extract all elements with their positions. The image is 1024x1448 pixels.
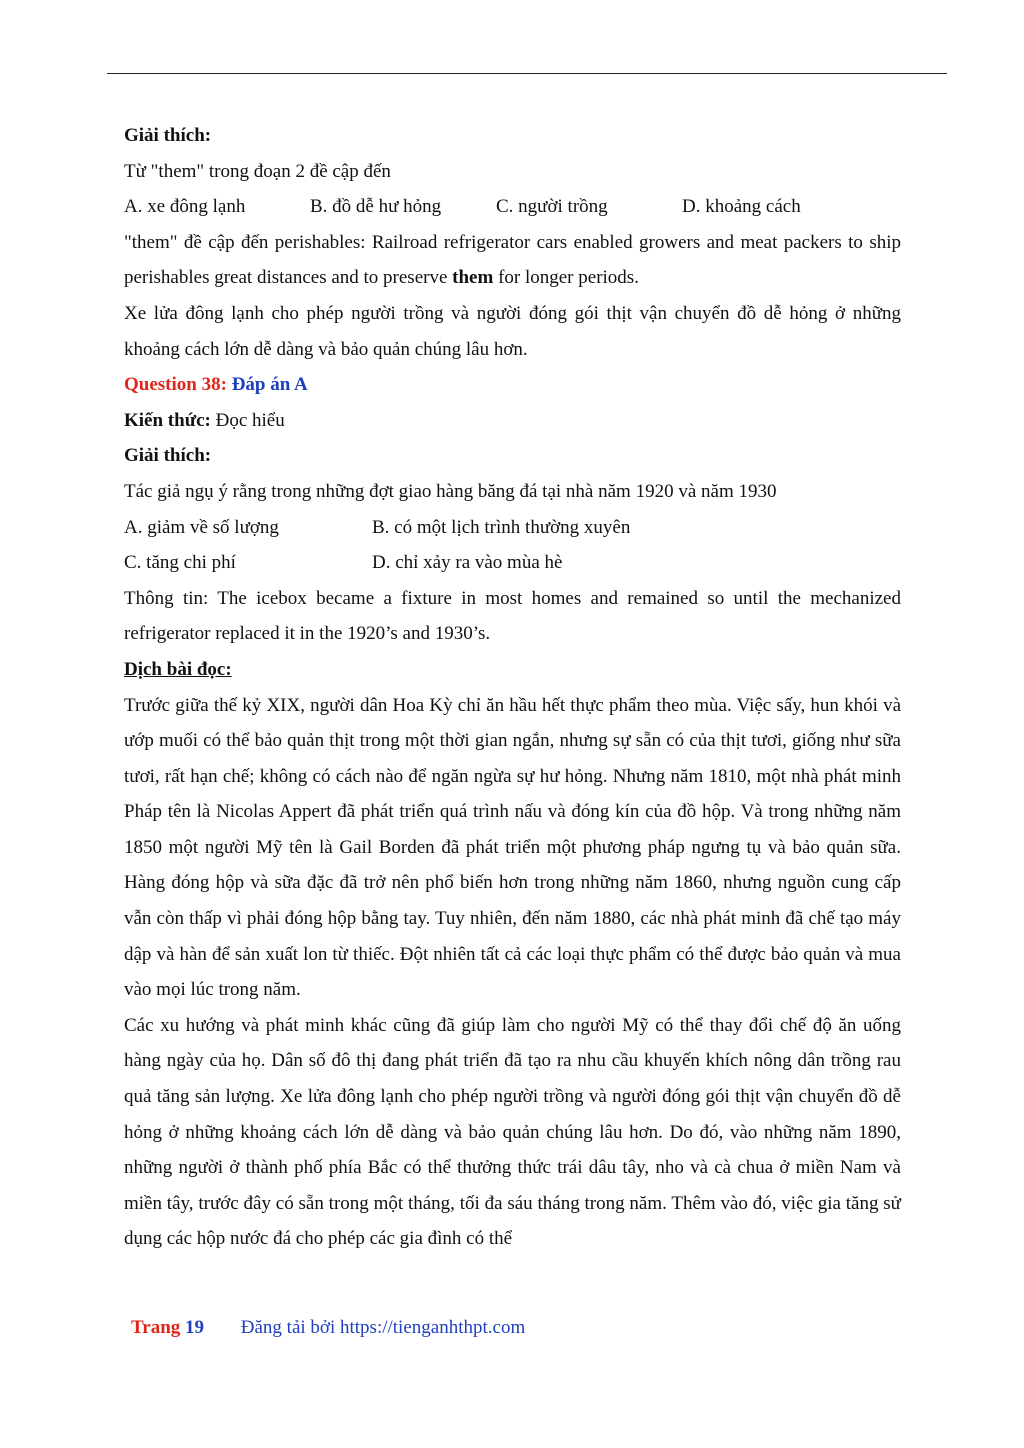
info-text-pre: "them" đề cập đến perishables: Railroad refrigerator cars enabled growers and meat packers to ship perishables great distances and to preserve [124,231,901,289]
options-row [124,189,901,225]
question-text: Từ "them" trong đoạn 2 đề cập đến [124,160,391,182]
translation-heading-text: Dịch bài đọc: [124,658,232,680]
option-d: D. khoảng cách [682,196,801,218]
question-38-text: Tác giả ngụ ý rằng trong những đợt giao hàng băng đá tại nhà năm 1920 và năm 1930 [124,480,777,502]
option-d: D. chỉ xảy ra vào mùa hè [372,552,563,574]
info-paragraph-38: Thông tin: The icebox became a fixture in most homes and remained so until the mechanized refrigerator replaced it in the 1920’s and 1930’s. [124,587,901,645]
info-paragraph [124,225,901,296]
knowledge-value: Đọc hiểu [210,409,285,431]
question-38-heading [124,367,901,403]
info-text-post: for longer periods. [493,267,639,289]
translation-paragraph-2: Các xu hướng và phát minh khác cũng đã giúp làm cho người Mỹ có thể thay đổi chế độ ăn uống hàng ngày của họ. Dân số đô thị đang phát triển đã tạo ra nhu cầu khuyến khích nông dân trồng rau quả tăng sản lượng. Xe lửa đông lạnh cho phép người trồng và người đóng gói thịt vận chuyển đồ dễ hỏng ở những khoảng cách lớn dễ dàng và bảo quản chúng lâu hơn. Do đó, vào những năm 1890, những người ở thành phố phía Bắc có thể thưởng thức trái dâu tây, nho và cà chua ở miền Nam và miền tây, trước đây có sẵn trong một tháng, tối đa sáu tháng trong năm. Thêm vào đó, việc gia tăng sử dụng các hộp nước đá cho phép các gia đình có thể [124,1014,901,1250]
option-b: B. có một lịch trình thường xuyên [372,516,631,538]
page-label: Trang [131,1317,181,1338]
explanation-heading-38: Giải thích: [124,445,212,467]
options-row-2 [124,545,901,581]
header-rule [107,73,947,74]
uploaded-by-link[interactable]: Đăng tải bởi https://tienganhthpt.com [240,1317,526,1338]
option-a: A. xe đông lạnh [124,196,246,218]
info-bold-word: them [452,267,494,289]
translation-paragraph-1: Trước giữa thế kỷ XIX, người dân Hoa Kỳ chỉ ăn hầu hết thực phẩm theo mùa. Việc sấy, hun khói và ướp muối có thể bảo quản thịt trong một thời gian ngắn, nhưng sự sẵn có của thịt tươi, giống như sữa tươi, rất hạn chế; không có cách nào để ngăn ngừa sự hư hỏng. Nhưng năm 1810, một nhà phát minh Pháp tên là Nicolas Appert đã phát triển quá trình nấu và đóng kín của đồ hộp. Và trong những năm 1850 một người Mỹ tên là Gail Borden đã phát triển một phương pháp ngưng tụ và bảo quản sữa. Hàng đóng hộp và sữa đặc đã trở nên phổ biến hơn trong những năm 1860, nhưng nguồn cung cấp vẫn còn thấp vì phải đóng hộp bằng tay. Tuy nhiên, đến năm 1880, các nhà phát minh đã chế tạo máy dập và hàn để sản xuất lon từ thiếc. Đột nhiên tất cả các loại thực phẩm có thể được bảo quản và mua vào mọi lúc trong năm. [124,694,901,1001]
page-content [124,118,901,1257]
translation-sentence: Xe lửa đông lạnh cho phép người trồng và người đóng gói thịt vận chuyển đồ dễ hỏng ở những khoảng cách lớn dễ dàng và bảo quản chúng lâu hơn. [124,302,901,360]
page-footer [131,1313,525,1343]
translation-heading [124,652,901,688]
option-a: A. giảm về số lượng [124,516,279,538]
explanation-heading: Giải thích: [124,125,212,146]
question-label: Question 38: [124,374,227,396]
answer-label: Đáp án A [231,374,308,396]
options-row-1 [124,510,901,546]
knowledge-label: Kiến thức: [124,409,211,431]
option-c: C. người trồng [496,196,608,218]
option-c: C. tăng chi phí [124,552,236,574]
option-b: B. đồ dễ hư hỏng [310,196,442,218]
page-number: 19 [185,1317,205,1338]
knowledge-line [124,403,901,439]
